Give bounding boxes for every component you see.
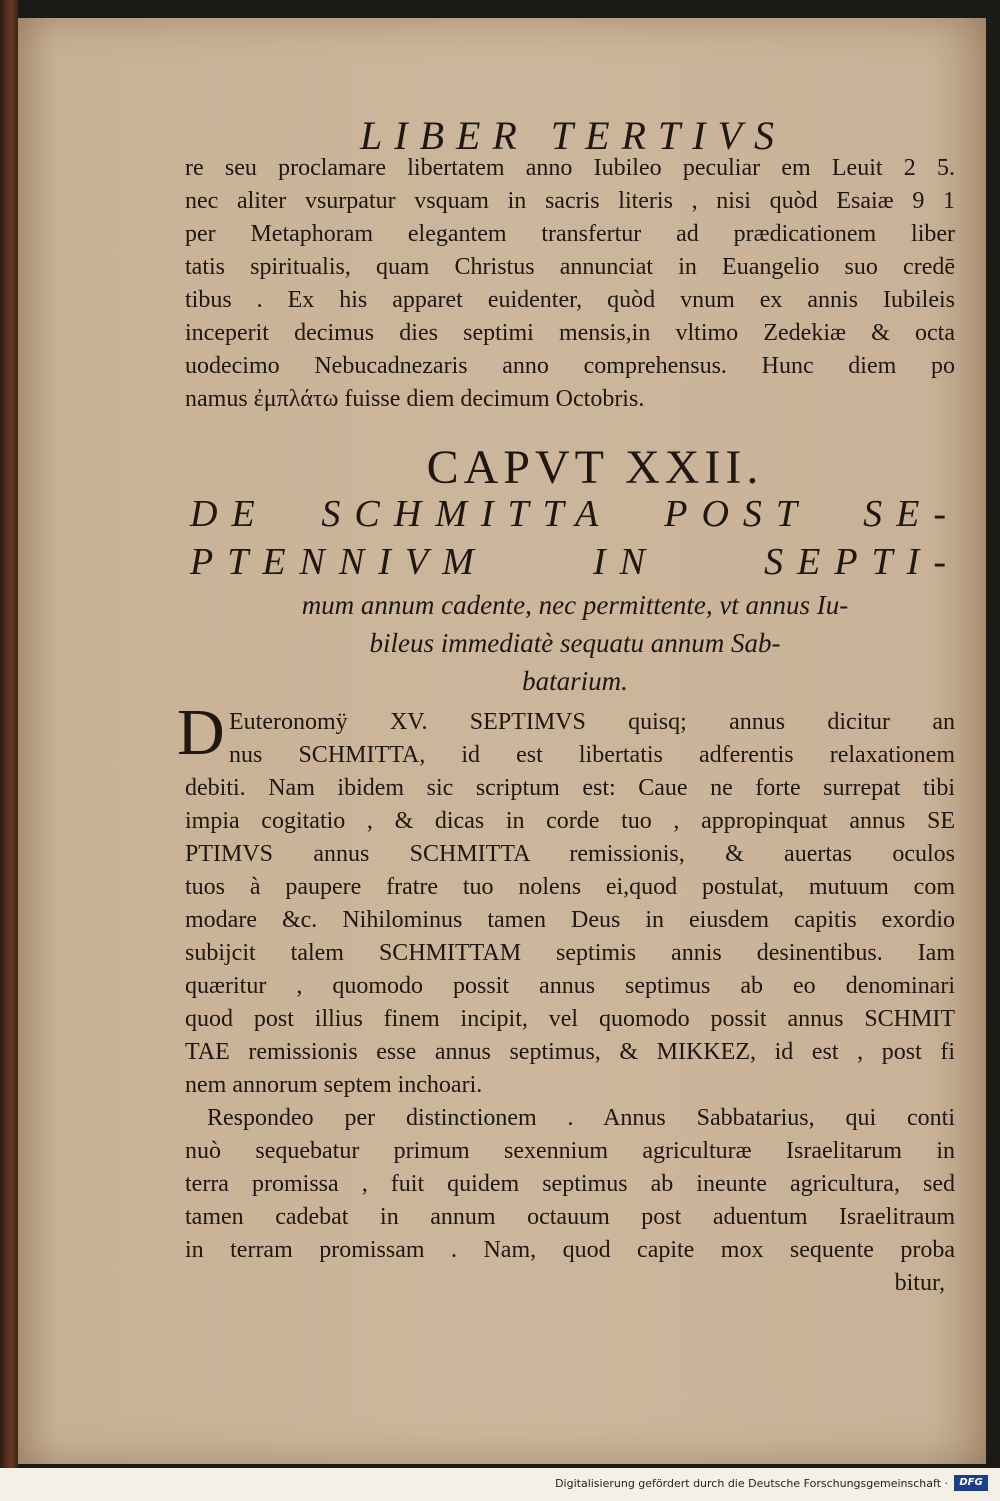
dfg-logo: DFG — [954, 1475, 988, 1491]
text-line: terra promissa , fuit quidem septimus ab ineunte agricultura, sed — [185, 1171, 955, 1197]
text-line: nec aliter vsurpatur vsquam in sacris literis , nisi quòd Esaiæ 9 1 — [185, 188, 955, 214]
body-paragraph — [177, 696, 955, 1300]
text-line: subijcit talem SCHMITTAM septimis annis desinentibus. Iam — [185, 940, 955, 966]
text-line: TAE remissionis esse annus septimus, & MIKKEZ, id est , post fi — [185, 1039, 955, 1065]
subtitle-line: bileus immediatè sequatu annum Sab- — [369, 628, 781, 658]
text-line: nuò sequebatur primum sexennium agriculturæ Israelitarum in — [185, 1138, 955, 1164]
book-spine — [0, 0, 18, 1468]
text-line: PTIMVS annus SCHMITTA remissionis, & auertas oculos — [185, 841, 955, 867]
text-line: namus ἐμπλάτω fuisse diem decimum Octobris. — [185, 386, 645, 412]
text-line: tamen cadebat in annum octauum post aduentum Israelitraum — [185, 1204, 955, 1230]
subtitle-line: DE SCHMITTA POST SE- — [190, 493, 960, 535]
chapter-title: CAPVT XXII. — [426, 441, 764, 494]
text-line: uodecimo Nebucadnezaris anno comprehensus. Hunc diem po — [185, 353, 955, 379]
catchword: bitur, — [894, 1270, 945, 1296]
subtitle-line: mum annum cadente, nec permittente, vt annus Iu- — [301, 590, 849, 620]
chapter-subtitle — [190, 490, 960, 700]
text-line: Respondeo per distinctionem . Annus Sabbatarius, qui conti — [207, 1105, 955, 1131]
top-paragraph — [185, 152, 955, 416]
footer-bar — [0, 1468, 1000, 1501]
drop-cap: D — [177, 696, 225, 769]
text-line: per Metaphoram elegantem transfertur ad prædicationem liber — [185, 221, 955, 247]
text-line: quod post illius finem incipit, vel quomodo possit annus SCHMIT — [185, 1006, 955, 1032]
subtitle-line: PTENNIVM IN SEPTI- — [190, 541, 960, 583]
text-line: tatis spiritualis, quam Christus annunciat in Euangelio suo credē — [185, 254, 955, 280]
text-line: debiti. Nam ibidem sic scriptum est: Caue ne forte surrepat tibi — [185, 775, 955, 801]
text-line: quæritur , quomodo possit annus septimus ab eo denominari — [185, 973, 955, 999]
text-line: tuos à paupere fratre tuo nolens ei,quod postulat, mutuum com — [185, 874, 955, 900]
running-head: LIBER TERTIVS — [360, 113, 786, 158]
text-line: in terram promissam . Nam, quod capite mox sequente proba — [185, 1237, 955, 1263]
text-line: re seu proclamare libertatem anno Iubileo peculiar em Leuit 2 5. — [185, 155, 955, 181]
subtitle-line: batarium. — [522, 666, 628, 696]
text-line: Euteronomÿ XV. SEPTIMVS quisq; annus dicitur an — [229, 709, 955, 735]
text-line: nus SCHMITTA, id est libertatis adferentis relaxationem — [229, 742, 955, 768]
text-line: modare &c. Nihilominus tamen Deus in eiusdem capitis exordio — [185, 907, 955, 933]
funding-note: Digitalisierung gefördert durch die Deutsche Forschungsgemeinschaft · — [555, 1477, 948, 1490]
text-line: impia cogitatio , & dicas in corde tuo , appropinquat annus SE — [185, 808, 955, 834]
text-line: tibus . Ex his apparet euidenter, quòd vnum ex annis Iubileis — [185, 287, 955, 313]
text-line: inceperit decimus dies septimi mensis,in vltimo Zedekiæ & octa — [185, 320, 955, 346]
text-line: nem annorum septem inchoari. — [185, 1072, 483, 1098]
